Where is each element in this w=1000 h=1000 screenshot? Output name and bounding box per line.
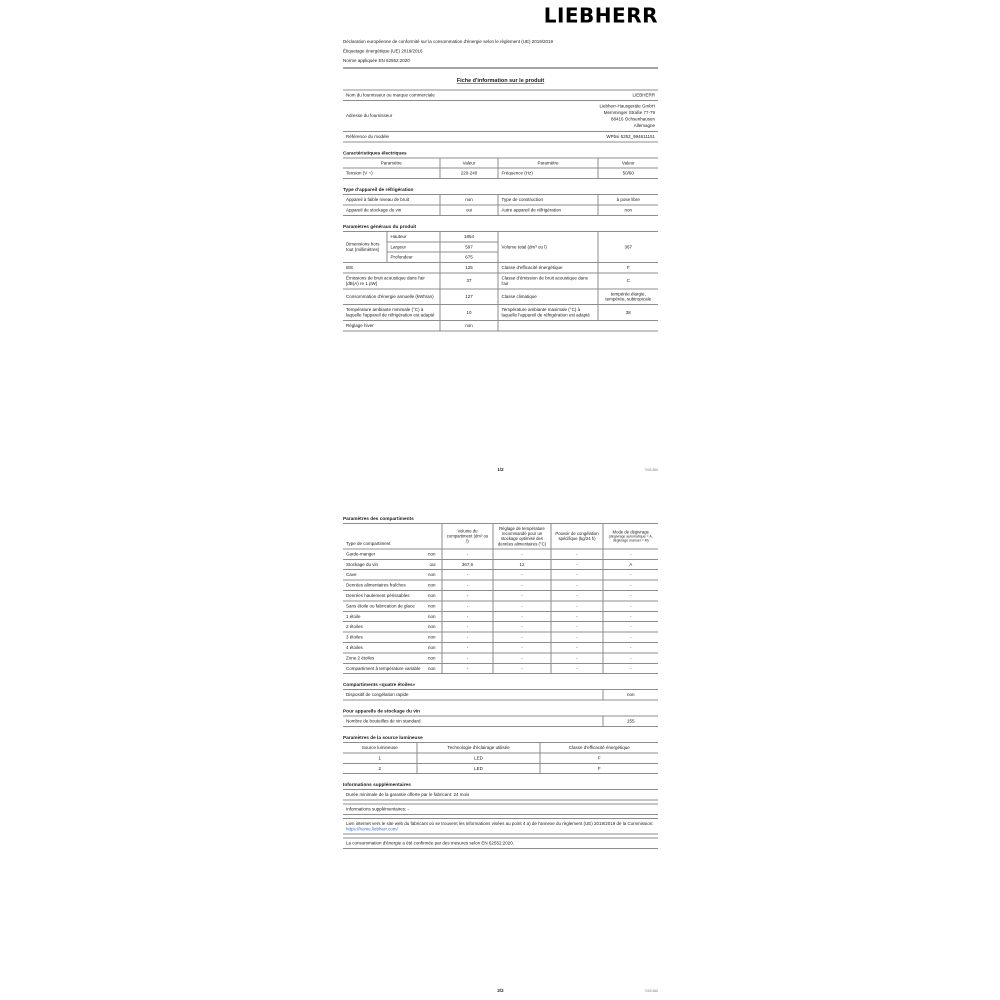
table-row (343, 168, 658, 178)
regulation-line: Norme appliquée EN 62552:2020 (343, 58, 410, 63)
compartment-volume: 367,6 (442, 559, 493, 569)
col-header: Technologie d'éclairage utilisée (417, 742, 540, 752)
param-value: tempérée élargie, tempérée, subtropicale (598, 289, 658, 305)
header-rule (343, 68, 658, 69)
supplier-name-value: LIEBHERR (501, 90, 659, 100)
compartment-volume: - (442, 580, 493, 590)
compartment-present: non (427, 603, 436, 609)
param-value: F (598, 263, 658, 273)
compartment-type-cell (343, 642, 442, 652)
table-row (343, 590, 658, 600)
table-row (343, 131, 658, 141)
warranty-text: Durée minimale de la garantie offerte par le fabricant: 24 mois (343, 790, 658, 800)
compartment-volume: - (442, 570, 493, 580)
col-header: Classe d'efficacité énergétique (540, 742, 658, 752)
table-row (343, 818, 658, 834)
compartment-temp: - (493, 601, 551, 611)
compartment-volume: - (442, 601, 493, 611)
param-label: Tension (V ~) (343, 168, 440, 178)
table-row (343, 763, 658, 773)
supplier-address-label: Adresse du fournisseur (343, 100, 501, 131)
link-prefix-text: Lien internet vers le site web du fabricant où se trouvent les informations visées au point 4 a) de l'annexe du règlement (UE) 2019/2019 de la Commission: (346, 820, 654, 826)
compartment-type-cell (343, 632, 442, 642)
page-title: Fiche d'information sur le produit (456, 77, 545, 84)
param-value: 37 (440, 273, 498, 289)
compartment-label: Cave (346, 572, 357, 578)
compartment-present: non (427, 634, 436, 640)
compartment-freezing: - (551, 611, 603, 621)
light-efficiency-class: F (540, 753, 658, 763)
compartment-defrost: A (603, 559, 658, 569)
compartment-freezing: - (551, 559, 603, 569)
warranty-table (343, 789, 658, 800)
compartment-present: non (427, 665, 436, 671)
compartment-label: 3 étoiles (346, 634, 363, 640)
compartment-freezing: - (551, 642, 603, 652)
regulation-lines (343, 37, 658, 66)
page-number: 1/2 (497, 467, 504, 472)
compartment-present: non (427, 582, 436, 588)
compartment-defrost: - (603, 653, 658, 663)
dimension-name: Hauteur (387, 231, 440, 241)
table-row (343, 580, 658, 590)
table-row (343, 611, 658, 621)
compartment-label: Compartiment à température variable (346, 665, 421, 671)
compartment-type-cell (343, 590, 442, 600)
light-source-number: 1 (343, 753, 417, 763)
compartment-freezing: - (551, 663, 603, 673)
param-value: non (598, 205, 658, 215)
dimension-name: Profondeur (387, 252, 440, 262)
table-header-row (343, 742, 658, 752)
compartment-freezing: - (551, 601, 603, 611)
appliance-type-table (343, 194, 658, 216)
dimension-name: Largeur (387, 242, 440, 252)
section-heading-general: Paramètres généraux du produit (343, 223, 417, 230)
param-label: Classe d'efficacité énergétique (498, 263, 598, 273)
compartment-defrost: - (603, 622, 658, 632)
compartment-freezing: - (551, 580, 603, 590)
compartment-volume: - (442, 642, 493, 652)
light-technology: LED (417, 753, 540, 763)
compartment-present: non (427, 551, 436, 557)
compartment-freezing: - (551, 570, 603, 580)
compartment-temp: - (493, 632, 551, 642)
volume-label: Volume total (dm³ ou l) (498, 231, 598, 262)
col-header: Volume du compartiment (dm³ ou l) (442, 524, 493, 549)
table-row (343, 195, 658, 205)
table-row (343, 549, 658, 559)
address-line: Liebherr-Hausgeräte GmbH (599, 103, 655, 109)
compartment-temp: - (493, 622, 551, 632)
section-heading-electrical: Caractéristiques électriques (343, 150, 407, 156)
compartment-temp: - (493, 611, 551, 621)
table-row (343, 642, 658, 652)
compartment-present: non (427, 592, 436, 598)
compartment-type-cell (343, 653, 442, 663)
section-heading-four-star: Compartiments «quatre étoiles» (343, 682, 416, 688)
compartment-temp: - (493, 580, 551, 590)
param-label: Température ambiante maximale (°C) à laquelle l'appareil de réfrigération est adapté (498, 305, 598, 321)
section-heading-wine: Pour appareils de stockage du vin (343, 708, 421, 715)
table-row (343, 601, 658, 611)
table-row (343, 663, 658, 673)
link-table (343, 818, 658, 835)
supplier-address-value (501, 100, 659, 131)
compartment-type-cell (343, 611, 442, 621)
table-row (343, 289, 658, 305)
compartment-label: 1 étoile (346, 613, 361, 619)
compartment-volume: - (442, 663, 493, 673)
compartment-present: non (427, 655, 436, 661)
compartment-freezing: - (551, 632, 603, 642)
section-heading-additional: Informations supplémentaires (343, 782, 411, 788)
compartment-temp: - (493, 663, 551, 673)
compartment-volume: - (442, 622, 493, 632)
section-heading-light: Paramètres de la source lumineuse (343, 734, 423, 741)
supplier-table (343, 90, 658, 143)
energy-note-table (343, 838, 658, 849)
general-table (343, 231, 658, 331)
param-value: non (603, 690, 658, 700)
param-value: non (440, 320, 498, 330)
param-label: Autre appareil de réfrigération (498, 205, 598, 215)
table-header-row (343, 524, 658, 549)
param-label: Nombre de bouteilles de vin standard (343, 716, 603, 726)
col-header: Valeur (598, 158, 658, 168)
table-row (343, 273, 658, 289)
defrost-header-main: Mode de dégivrage (612, 529, 649, 535)
compartment-volume: - (442, 590, 493, 600)
light-technology: LED (417, 763, 540, 773)
param-value: 155 (603, 716, 658, 726)
light-source-number: 2 (343, 763, 417, 773)
table-row (343, 632, 658, 642)
param-value: oui (440, 205, 498, 215)
compartment-volume: - (442, 632, 493, 642)
param-label: Classe climatique (498, 289, 598, 305)
compartment-present: non (427, 613, 436, 619)
compartment-volume: - (442, 653, 493, 663)
table-row (343, 559, 658, 569)
table-row (343, 100, 658, 131)
section-heading-appliance-type: Type d'appareil de réfrigération (343, 187, 414, 193)
param-value: 38 (598, 305, 658, 321)
compartment-defrost: - (603, 570, 658, 580)
col-header: Pouvoir de congélation spécifique (kg/24 h) (551, 524, 603, 549)
compartment-defrost: - (603, 590, 658, 600)
compartment-temp: - (493, 653, 551, 663)
compartment-volume: - (442, 611, 493, 621)
document-code: 7085.868 (644, 468, 658, 472)
additional-info-text: Informations supplémentaires: - (343, 804, 658, 814)
electrical-table (343, 157, 658, 179)
dimension-value: 597 (440, 242, 498, 252)
param-label: Température ambiante minimale (°C) à laquelle l'appareil de réfrigération est adapté (343, 305, 440, 321)
compartment-temp: - (493, 590, 551, 600)
empty-cell (498, 320, 658, 330)
table-row (343, 231, 658, 241)
document-code: 7085.868 (644, 989, 658, 993)
compartment-type-cell (343, 663, 442, 673)
address-line: Allemagne (633, 122, 655, 128)
compartment-type-cell (343, 622, 442, 632)
table-row (343, 716, 658, 726)
param-label: Appareil de stockage du vin (343, 205, 440, 215)
section-heading-compartments: Paramètres des compartiments (343, 516, 414, 522)
compartment-freezing: - (551, 653, 603, 663)
param-label: Type de construction (498, 195, 598, 205)
param-label: Émissions de bruit acoustique dans l'air [dB(A) re 1 pW] (343, 273, 440, 289)
table-row (343, 690, 658, 700)
light-source-table (343, 742, 658, 774)
liebherr-logo: LIEBHERR (543, 4, 658, 28)
page-number: 2/2 (497, 988, 504, 993)
param-value: à pose libre (598, 195, 658, 205)
volume-value: 367 (598, 231, 658, 262)
compartment-defrost: - (603, 549, 658, 559)
model-value: WPbsi 5252_994611151 (501, 131, 659, 141)
compartment-type-cell (343, 549, 442, 559)
table-row (343, 305, 658, 321)
compartment-label: 4 étoiles (346, 644, 363, 650)
manufacturer-website-link[interactable]: https://home.liebherr.com/ (346, 826, 398, 832)
compartment-label: 2 étoiles (346, 624, 363, 630)
col-header: Paramètre (498, 158, 598, 168)
compartment-temp: - (493, 549, 551, 559)
link-cell (343, 818, 658, 834)
dimension-value: 1854 (440, 231, 498, 241)
compartment-freezing: - (551, 549, 603, 559)
compartment-label: Garde-manger (346, 551, 376, 557)
col-header: Paramètre (343, 158, 440, 168)
regulation-line: Déclaration européenne de conformité sur la consommation d'énergie selon le règlement (UE) 2019/2019 (343, 39, 553, 44)
compartment-present: non (427, 644, 436, 650)
compartments-table (343, 523, 658, 674)
compartment-label: Sans étoile ou fabrication de glace (346, 603, 415, 609)
param-label: Appareil à faible niveau de bruit (343, 195, 440, 205)
energy-note-text: La consommation d'énergie a été confirmée par des mesures selon EN 62552:2020. (343, 838, 658, 848)
table-row (343, 653, 658, 663)
table-header-row (343, 158, 658, 168)
supplier-name-label: Nom du fournisseur ou marque commerciale (343, 90, 501, 100)
compartment-defrost: - (603, 611, 658, 621)
param-label: Dispositif de congélation rapide (343, 690, 603, 700)
param-label: Réglage hiver (343, 320, 440, 330)
compartment-label: Stockage du vin (346, 561, 379, 567)
compartment-freezing: - (551, 590, 603, 600)
param-label: Fréquence (Hz) (498, 168, 598, 178)
compartment-type-cell (343, 601, 442, 611)
param-value: 220-240 (440, 168, 498, 178)
model-label: Référence du modèle (343, 131, 501, 141)
compartment-label: Denrées hautement périssables (346, 592, 410, 598)
compartment-temp: - (493, 642, 551, 652)
page-1-footer (343, 467, 658, 472)
table-row (343, 804, 658, 814)
table-row (343, 90, 658, 100)
page-2-footer (343, 988, 658, 993)
param-label: IEE (343, 263, 440, 273)
param-value: 50/60 (598, 168, 658, 178)
additional-info-table (343, 804, 658, 815)
compartment-present: non (427, 572, 436, 578)
compartment-defrost: - (603, 663, 658, 673)
compartment-temp: - (493, 570, 551, 580)
table-row (343, 753, 658, 763)
compartment-type-cell (343, 559, 442, 569)
table-row (343, 570, 658, 580)
dimension-value: 675 (440, 252, 498, 262)
page-2 (343, 516, 658, 849)
wine-table (343, 716, 658, 727)
col-header: Source lumineuse (343, 742, 417, 752)
compartment-defrost: - (603, 642, 658, 652)
compartment-defrost: - (603, 632, 658, 642)
table-row (343, 790, 658, 800)
compartment-type-cell (343, 570, 442, 580)
table-row (343, 320, 658, 330)
compartment-type-cell (343, 580, 442, 590)
param-value: 10 (440, 305, 498, 321)
compartment-label: Zone 2 étoiles (346, 655, 375, 661)
param-label: Consommation d'énergie annuelle (kWh/an) (343, 289, 440, 305)
col-header: Type de compartiment (343, 524, 442, 549)
table-row (343, 622, 658, 632)
param-value: C (598, 273, 658, 289)
address-line: Memminger Straße 77-79 (603, 109, 655, 115)
address-line: 88416 Ochsenhausen (610, 116, 655, 122)
compartment-temp: 12 (493, 559, 551, 569)
compartment-freezing: - (551, 622, 603, 632)
table-row (343, 263, 658, 273)
compartment-defrost: - (603, 601, 658, 611)
regulation-line: Étiquetage énergétique (UE) 2019/2016 (343, 48, 423, 54)
page-1 (343, 0, 658, 331)
compartment-defrost: - (603, 580, 658, 590)
compartment-present: oui (429, 561, 436, 567)
table-row (343, 838, 658, 848)
compartment-present: non (427, 624, 436, 630)
col-header-defrost (603, 524, 658, 549)
light-efficiency-class: F (540, 763, 658, 773)
compartment-volume: - (442, 549, 493, 559)
col-header: Valeur (440, 158, 498, 168)
table-row (343, 205, 658, 215)
compartment-label: Denrées alimentaires fraîches (346, 582, 406, 588)
four-star-table (343, 689, 658, 700)
col-header: Réglage de température recommandé pour un stockage optimisé des denrées alimentaires (°C) (493, 524, 551, 549)
defrost-header-sub: (dégivrage automatique = A, dégivrage manuel = M) (608, 534, 653, 543)
param-value: non (440, 195, 498, 205)
param-value: 125 (440, 263, 498, 273)
param-value: 127 (440, 289, 498, 305)
param-label: Classe d'émission de bruit acoustique dans l'air (498, 273, 598, 289)
dimensions-label: Dimensions hors tout (millimètres) (343, 231, 387, 262)
